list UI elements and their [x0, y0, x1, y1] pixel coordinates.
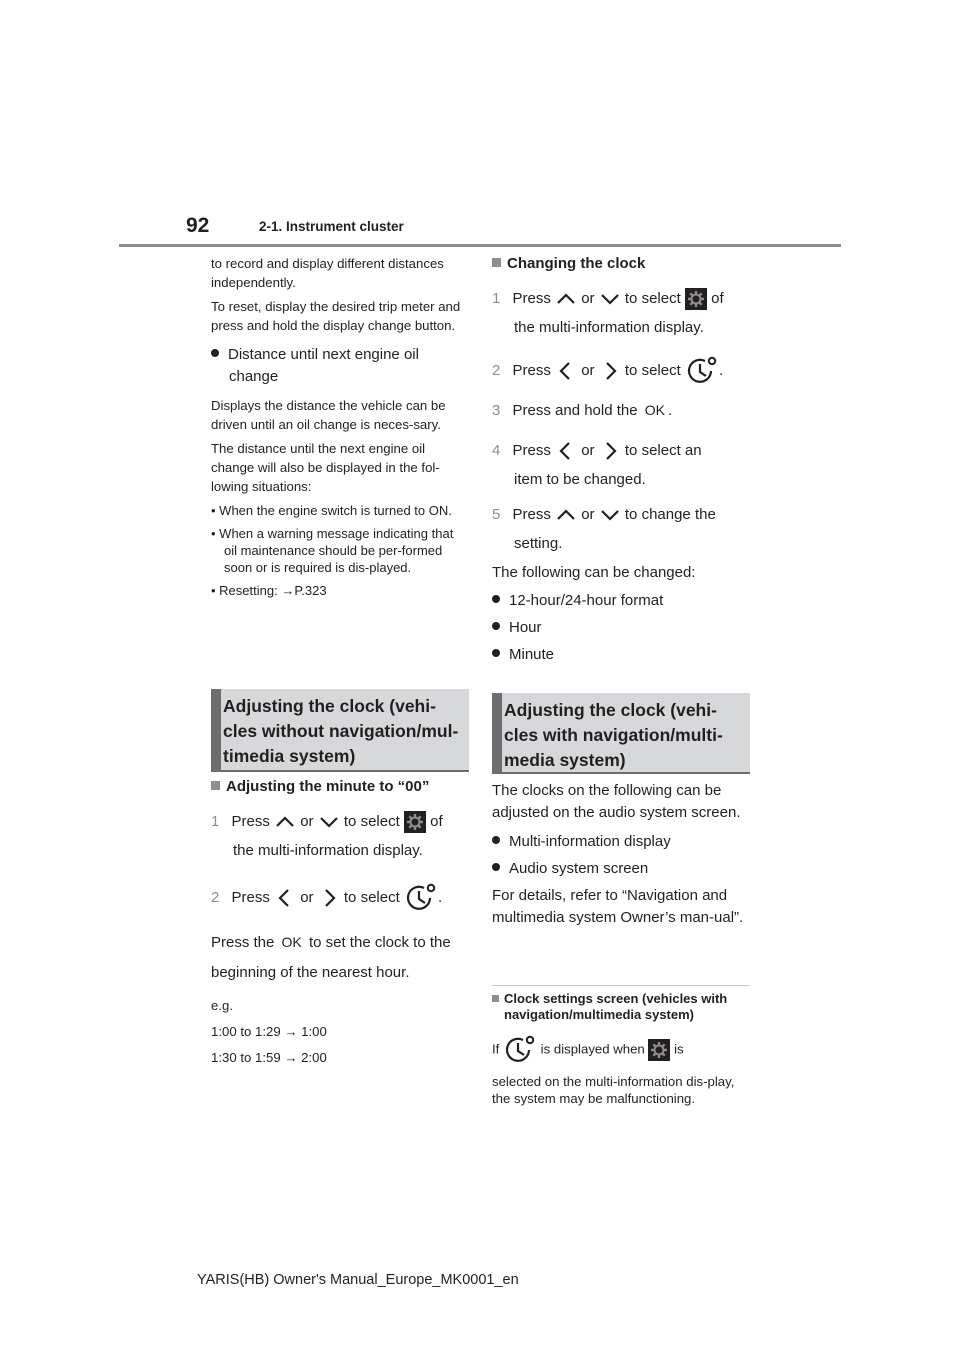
settings-gear-icon: [685, 288, 707, 310]
note-section: [492, 991, 754, 1107]
dot-item-text: When the engine switch is turned to ON.: [219, 503, 452, 518]
step-number: 2: [211, 888, 220, 906]
step-number: 3: [492, 402, 501, 419]
step-text: to select: [343, 813, 400, 830]
list-item-text: Minute: [509, 646, 555, 663]
left-column: [211, 254, 467, 599]
ok-button-icon: OK: [644, 402, 666, 418]
subhead-text: Adjusting the minute to “00”: [226, 778, 430, 795]
dot-item: • When the engine switch is turned to ON.: [211, 503, 452, 518]
example-label: e.g.: [211, 998, 233, 1013]
chevron-down-icon: [599, 508, 621, 522]
step-4: [492, 439, 754, 492]
step-text: or: [300, 813, 314, 830]
example-2: 1:30 to 1:59 → 2:00: [211, 1050, 327, 1065]
settings-gear-icon: [404, 811, 426, 833]
ok-text: to set the clock to the: [308, 934, 451, 951]
chevron-right-icon: [599, 361, 621, 381]
list-item-text: Hour: [509, 619, 542, 636]
bullet-dot: [492, 836, 500, 844]
note-heading-text: Clock settings screen (vehicles with navigation/multimedia system): [504, 991, 728, 1022]
footer-manual-id: YARIS(HB) Owner's Manual_Europe_MK0001_en: [197, 1272, 519, 1288]
note-paragraph: selected on the multi-information dis-play, the system may be malfunctioning.: [492, 1074, 735, 1106]
step-text: or: [581, 506, 595, 523]
step-text: setting.: [514, 535, 563, 552]
step-number: 1: [211, 813, 220, 830]
list-item-text: Audio system screen: [509, 860, 649, 877]
oil-paragraph-2: The distance until the next engine oil change will also be displayed in the fol-lowing situations:: [211, 441, 440, 494]
step-text: of: [711, 290, 724, 307]
bullet-oil-label: Distance until next engine oil change: [228, 346, 419, 385]
list-item: [492, 614, 754, 641]
step-text: the multi-information display.: [233, 842, 423, 859]
right-lower-column: [492, 780, 754, 929]
step-text: of: [430, 813, 443, 830]
subhead-minute: [211, 777, 471, 797]
options-list: [492, 587, 754, 668]
step-text: to select an: [624, 442, 702, 459]
square-marker: [492, 995, 499, 1002]
press-ok-paragraph: [211, 927, 471, 988]
chevron-down-icon: [599, 292, 621, 306]
right-column: [492, 254, 754, 668]
step-text: Press and hold the: [512, 402, 638, 419]
step-2: [211, 881, 471, 915]
chevron-right-icon: [599, 441, 621, 461]
step-text: Press: [231, 888, 270, 906]
note-text: is displayed when: [540, 1041, 645, 1057]
step-text: or: [300, 888, 314, 906]
step-text: Press: [512, 506, 551, 523]
subhead-changing-clock: [492, 254, 754, 274]
left-lower-column: [211, 777, 471, 1067]
list-item-text: 12-hour/24-hour format: [509, 592, 664, 609]
intro-paragraph-2: To reset, display the desired trip meter and press and hold the display change button.: [211, 299, 461, 333]
intro-paragraph-1: to record and display different distances independently.: [211, 256, 444, 290]
chevron-right-icon: [318, 888, 340, 908]
list-item: [492, 587, 754, 614]
step-text: to select: [624, 290, 681, 307]
details-paragraph: For details, refer to “Navigation and multimedia system Owner’s man-ual”.: [492, 887, 744, 926]
bullet-dot: [211, 349, 219, 357]
list-item: [492, 828, 754, 855]
bullet-dot: [492, 622, 500, 630]
step-5: [492, 503, 754, 556]
bullet-oil-heading: [211, 344, 467, 388]
audio-paragraph: The clocks on the following can be adjusted on the audio system screen.: [492, 782, 741, 821]
square-marker: [492, 258, 501, 267]
step-text: or: [581, 442, 595, 459]
dot-item-text: When a warning message indicating that oil maintenance should be per-formed soon or is required is dis-played.: [219, 526, 454, 575]
dot-item-text: Resetting: →P.323: [219, 583, 327, 598]
step-text: .: [437, 888, 443, 906]
step-1: [492, 287, 754, 340]
bullet-dot: [492, 649, 500, 657]
chevron-up-icon: [555, 508, 577, 522]
clock-settings-icon: [503, 1033, 537, 1067]
step-number: 5: [492, 506, 501, 523]
chevron-down-icon: [318, 815, 340, 829]
ok-button-icon: OK: [281, 934, 302, 950]
step-text: Press: [512, 361, 551, 379]
step-text: item to be changed.: [514, 471, 646, 488]
heading-box-with-nav: [492, 693, 750, 774]
step-number: 1: [492, 290, 501, 307]
chevron-left-icon: [555, 441, 577, 461]
clock-settings-icon: [404, 881, 438, 915]
list-item: [492, 855, 754, 882]
box-title: Adjusting the clock (vehi-cles without navigation/mul-timedia system): [223, 696, 459, 766]
ok-text: Press the: [211, 934, 275, 951]
note-text: If: [492, 1041, 500, 1057]
step-text: or: [581, 290, 595, 307]
step-number: 2: [492, 361, 501, 379]
section-title: 2-1. Instrument cluster: [259, 219, 404, 234]
chevron-up-icon: [555, 292, 577, 306]
step-number: 4: [492, 442, 501, 459]
list-item: [492, 641, 754, 668]
note-line: [492, 1033, 754, 1067]
clock-settings-icon: [685, 354, 719, 388]
step-text: .: [668, 402, 673, 419]
header-divider: [119, 244, 841, 247]
chevron-left-icon: [555, 361, 577, 381]
step-2: [492, 354, 754, 388]
settings-gear-icon: [648, 1039, 670, 1061]
bullet-dot: [492, 863, 500, 871]
step-3: [492, 398, 754, 423]
dot-list: [211, 502, 467, 599]
example-1: 1:00 to 1:29 → 1:00: [211, 1024, 327, 1039]
step-text: Press: [231, 813, 270, 830]
bullet-dot: [492, 595, 500, 603]
box-title: Adjusting the clock (vehi-cles with navigation/multi-media system): [504, 700, 723, 770]
step-text: to select: [343, 888, 400, 906]
dot-item: • Resetting: →P.323: [211, 583, 327, 598]
list-item-text: Multi-information display: [509, 833, 671, 850]
note-heading: [492, 991, 754, 1023]
step-1: [211, 810, 471, 863]
square-marker: [211, 781, 220, 790]
note-text: is: [674, 1041, 684, 1057]
step-text: to change the: [624, 506, 716, 523]
oil-paragraph-1: Displays the distance the vehicle can be driven until an oil change is neces-sary.: [211, 398, 446, 432]
note-divider: [492, 985, 750, 987]
chevron-up-icon: [274, 815, 296, 829]
step-text: .: [718, 361, 724, 379]
heading-box-without-nav: [211, 689, 469, 772]
step-text: the multi-information display.: [514, 319, 704, 336]
step-text: Press: [512, 442, 551, 459]
chevron-left-icon: [274, 888, 296, 908]
subhead-text: Changing the clock: [507, 255, 646, 272]
step-text: or: [581, 361, 595, 379]
page-number: 92: [186, 214, 210, 237]
ok-text: beginning of the nearest hour.: [211, 964, 410, 981]
step-text: to select: [624, 361, 681, 379]
step-text: Press: [512, 290, 551, 307]
following-text: The following can be changed:: [492, 564, 696, 581]
dot-item: • When a warning message indicating that oil maintenance should be per-formed soon or is required is dis-played.: [211, 526, 454, 575]
